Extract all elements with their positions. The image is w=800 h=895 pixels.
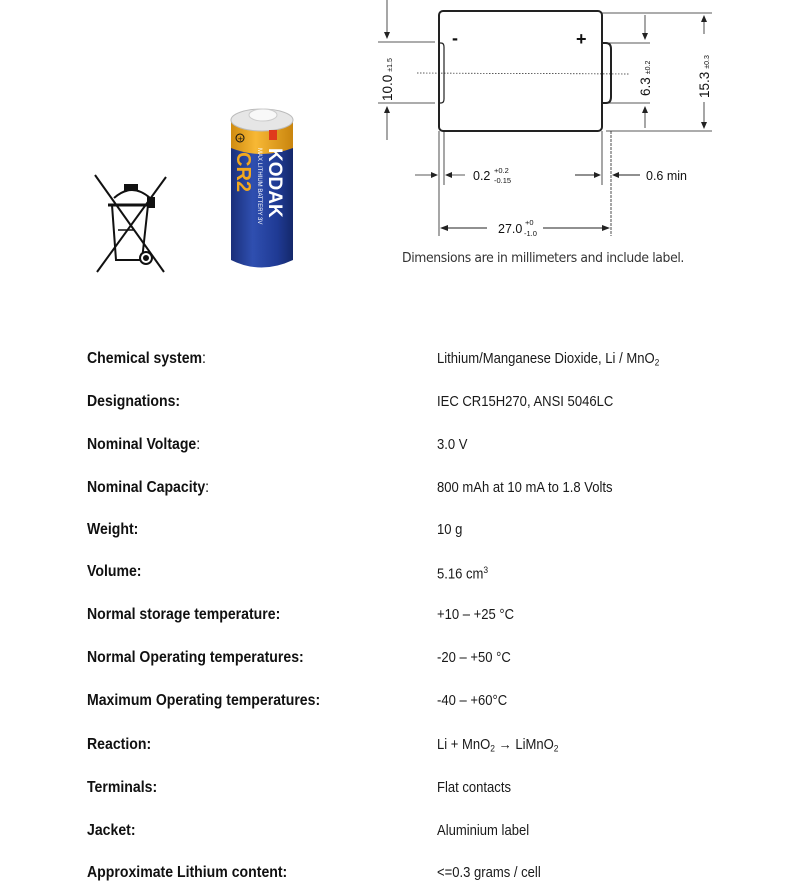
spec-label bbox=[87, 350, 206, 368]
spec-value bbox=[437, 564, 488, 583]
spec-value-part: 2 bbox=[490, 742, 496, 754]
svg-text:+: + bbox=[237, 135, 244, 143]
svg-text:6.3±0.2 bbox=[638, 61, 653, 96]
battery-product-image bbox=[225, 100, 300, 275]
spec-label-text: Weight: bbox=[87, 521, 139, 538]
spec-value bbox=[437, 480, 613, 496]
spec-row bbox=[0, 822, 800, 846]
battery-brand-text: KODAK bbox=[264, 148, 285, 218]
spec-value-part: → LiMnO bbox=[495, 737, 554, 753]
dim-length-value: 27.0 bbox=[498, 222, 523, 236]
dim-length-tol-plus: +0 bbox=[525, 218, 534, 227]
dim-diameter-tol: ±0.3 bbox=[704, 55, 711, 69]
spec-value bbox=[437, 437, 467, 453]
spec-value-text: Lithium/Manganese Dioxide, Li / MnO bbox=[437, 351, 655, 367]
spec-row bbox=[0, 649, 800, 673]
spec-value bbox=[437, 865, 541, 881]
spec-value-text: Flat contacts bbox=[437, 780, 511, 796]
minus-sign: - bbox=[452, 28, 458, 48]
spec-label-colon: : bbox=[202, 350, 206, 367]
spec-value-subscript: 2 bbox=[654, 356, 660, 368]
spec-value bbox=[437, 650, 511, 666]
spec-label bbox=[87, 692, 320, 710]
spec-label-text: Volume: bbox=[87, 563, 142, 580]
dim-recess-tol-plus: +0.2 bbox=[494, 166, 509, 175]
spec-value bbox=[437, 607, 514, 623]
battery-model-text: CR2 bbox=[232, 152, 254, 193]
spec-label bbox=[87, 436, 200, 454]
spec-label-text: Chemical system bbox=[87, 350, 203, 367]
spec-value-text: +10 – +25 °C bbox=[437, 607, 515, 623]
dim-length-tol-minus: -1.0 bbox=[524, 229, 537, 238]
spec-value-text: 3.0 V bbox=[437, 437, 468, 453]
weee-recycling-icon bbox=[92, 172, 172, 274]
dim-terminal-height-tol: ±1.5 bbox=[387, 58, 394, 72]
spec-label-text: Designations: bbox=[87, 393, 181, 410]
spec-value bbox=[437, 823, 529, 839]
spec-row bbox=[0, 563, 800, 587]
spec-label-colon: : bbox=[205, 479, 210, 496]
spec-value-text: IEC CR15H270, ANSI 5046LC bbox=[437, 394, 614, 410]
dim-diameter-value: 15.3 bbox=[697, 71, 712, 98]
spec-label bbox=[87, 822, 136, 840]
spec-label bbox=[87, 393, 180, 411]
spec-value bbox=[437, 351, 659, 367]
svg-text:15.3±0.3 bbox=[697, 55, 712, 98]
spec-value-part: 2 bbox=[553, 742, 559, 754]
spec-row bbox=[0, 736, 800, 760]
spec-label-text: Approximate Lithium content: bbox=[87, 864, 288, 881]
spec-label bbox=[87, 563, 142, 581]
spec-label-text: Nominal Voltage bbox=[87, 436, 197, 453]
spec-value-text: 5.16 cm bbox=[437, 566, 484, 583]
center-line bbox=[417, 73, 630, 74]
spec-value-text: -40 – +60°C bbox=[437, 693, 508, 709]
svg-text:10.0±1.5 bbox=[380, 58, 395, 101]
spec-value-text: 10 g bbox=[437, 522, 463, 538]
spec-row bbox=[0, 692, 800, 716]
dimension-drawing bbox=[370, 0, 720, 280]
plus-sign: + bbox=[576, 29, 587, 49]
dim-terminal-height-value: 10.0 bbox=[380, 74, 395, 101]
spec-label-colon: : bbox=[196, 436, 201, 453]
spec-value-part: Li + MnO bbox=[437, 737, 491, 753]
spec-value-text: -20 – +50 °C bbox=[437, 650, 511, 666]
spec-row bbox=[0, 864, 800, 888]
spec-label bbox=[87, 606, 280, 624]
spec-label-text: Normal storage temperature: bbox=[87, 606, 281, 623]
spec-row bbox=[0, 606, 800, 630]
spec-label-text: Jacket: bbox=[87, 822, 136, 839]
spec-label bbox=[87, 736, 151, 754]
spec-row bbox=[0, 436, 800, 460]
spec-value-text: 800 mAh at 10 mA to 1.8 Volts bbox=[437, 480, 613, 496]
spec-value-text: <=0.3 grams / cell bbox=[437, 865, 541, 881]
spec-row bbox=[0, 350, 800, 374]
spec-label bbox=[87, 779, 157, 797]
spec-value-text: Aluminium label bbox=[437, 823, 530, 839]
dim-recess-value: 0.2 bbox=[473, 169, 491, 183]
spec-label bbox=[87, 649, 304, 667]
spec-label-text: Maximum Operating temperatures: bbox=[87, 692, 321, 709]
dim-button-height-tol: ±0.2 bbox=[645, 60, 652, 75]
spec-label bbox=[87, 479, 209, 497]
spec-row bbox=[0, 393, 800, 417]
dim-button-height-value: 6.3 bbox=[638, 77, 653, 96]
dim-button-protrusion: 0.6 min bbox=[646, 169, 687, 183]
spec-value bbox=[437, 693, 507, 709]
spec-label-text: Reaction: bbox=[87, 736, 152, 753]
spec-row bbox=[0, 779, 800, 803]
dim-recess-tol-minus: -0.15 bbox=[494, 176, 512, 185]
spec-value bbox=[437, 394, 613, 410]
spec-label-text: Terminals: bbox=[87, 779, 158, 796]
spec-row bbox=[0, 479, 800, 503]
spec-row bbox=[0, 521, 800, 545]
spec-value bbox=[437, 737, 558, 753]
spec-value bbox=[437, 780, 511, 796]
dimensions-caption: Dimensions are in millimeters and include label. bbox=[402, 250, 685, 266]
spec-value-superscript: 3 bbox=[483, 564, 489, 575]
spec-label bbox=[87, 864, 287, 882]
spec-label-text: Nominal Capacity bbox=[87, 479, 206, 496]
spec-value bbox=[437, 522, 462, 538]
spec-label-text: Normal Operating temperatures: bbox=[87, 649, 304, 666]
positive-terminal-outline bbox=[602, 43, 611, 103]
spec-label bbox=[87, 521, 138, 539]
battery-line-text: MAX LITHIUM BATTERY 3V bbox=[256, 148, 262, 225]
